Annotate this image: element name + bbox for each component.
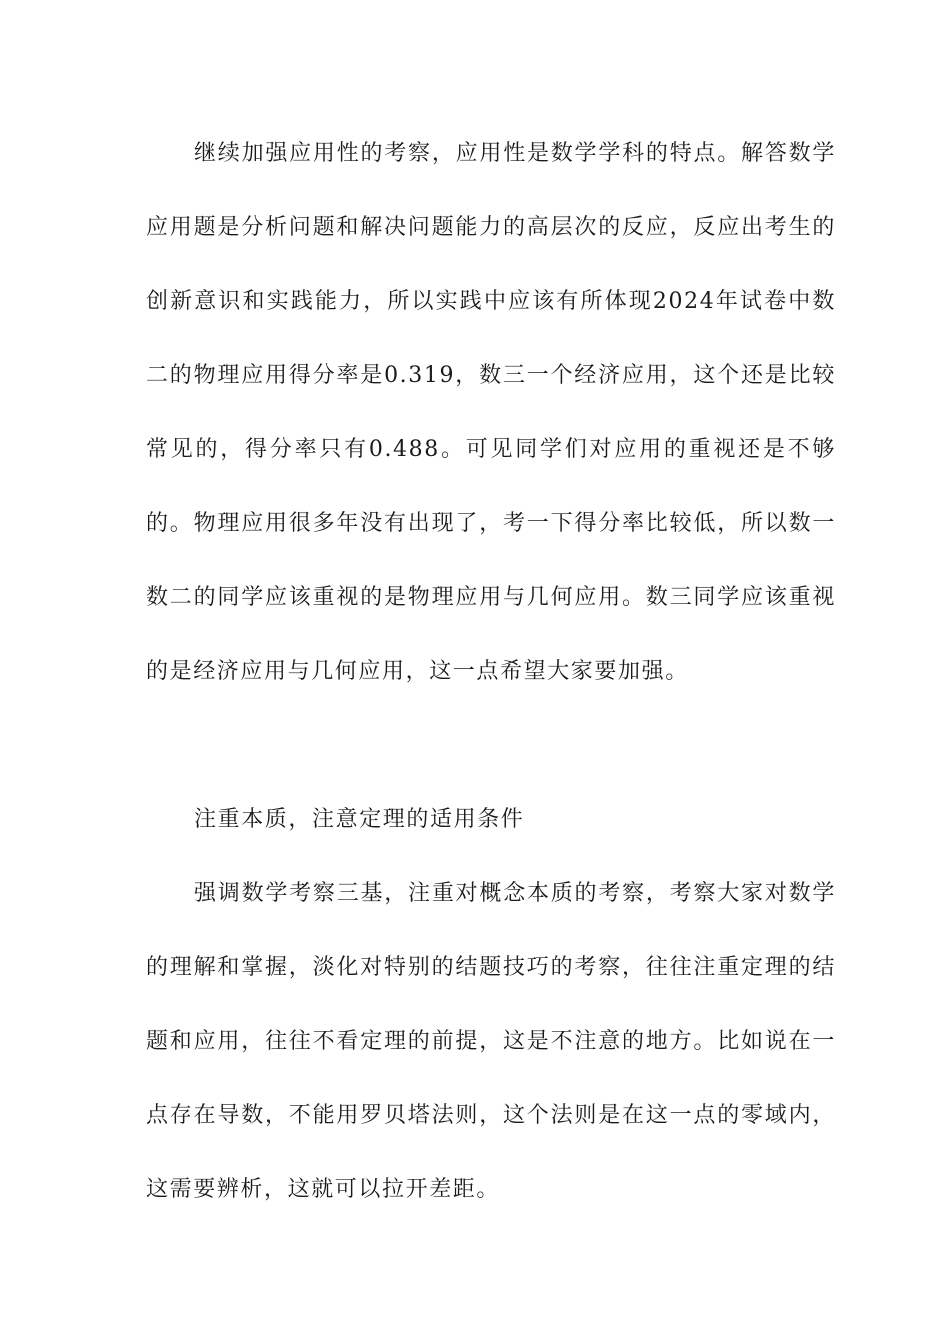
paragraph-essence: 强调数学考察三基，注重对概念本质的考察，考察大家对数学的理解和掌握，淡化对特别的结题技巧的考察，往往注重定理的结题和应用，往往不看定理的前提，这是不注意的地方。比如说在一点存在导数，不能用罗贝塔法则，这个法则是在这一点的零域内，这需要辨析，这就可以拉开差距。: [146, 881, 836, 1202]
section-heading: 注重本质，注意定理的适用条件: [194, 807, 525, 832]
paragraph-application: 继续加强应用性的考察，应用性是数学学科的特点。解答数学应用题是分析问题和解决问题能力的高层次的反应，反应出考生的创新意识和实践能力，所以实践中应该有所体现2024年试卷中数二的物理应用得分率是0.319，数三一个经济应用，这个还是比较常见的，得分率只有0.488。可见同学们对应用的重视还是不够的。物理应用很多年没有出现了，考一下得分率比较低，所以数一数二的同学应该重视的是物理应用与几何应用。数三同学应该重视的是经济应用与几何应用，这一点希望大家要加强。: [146, 141, 836, 684]
